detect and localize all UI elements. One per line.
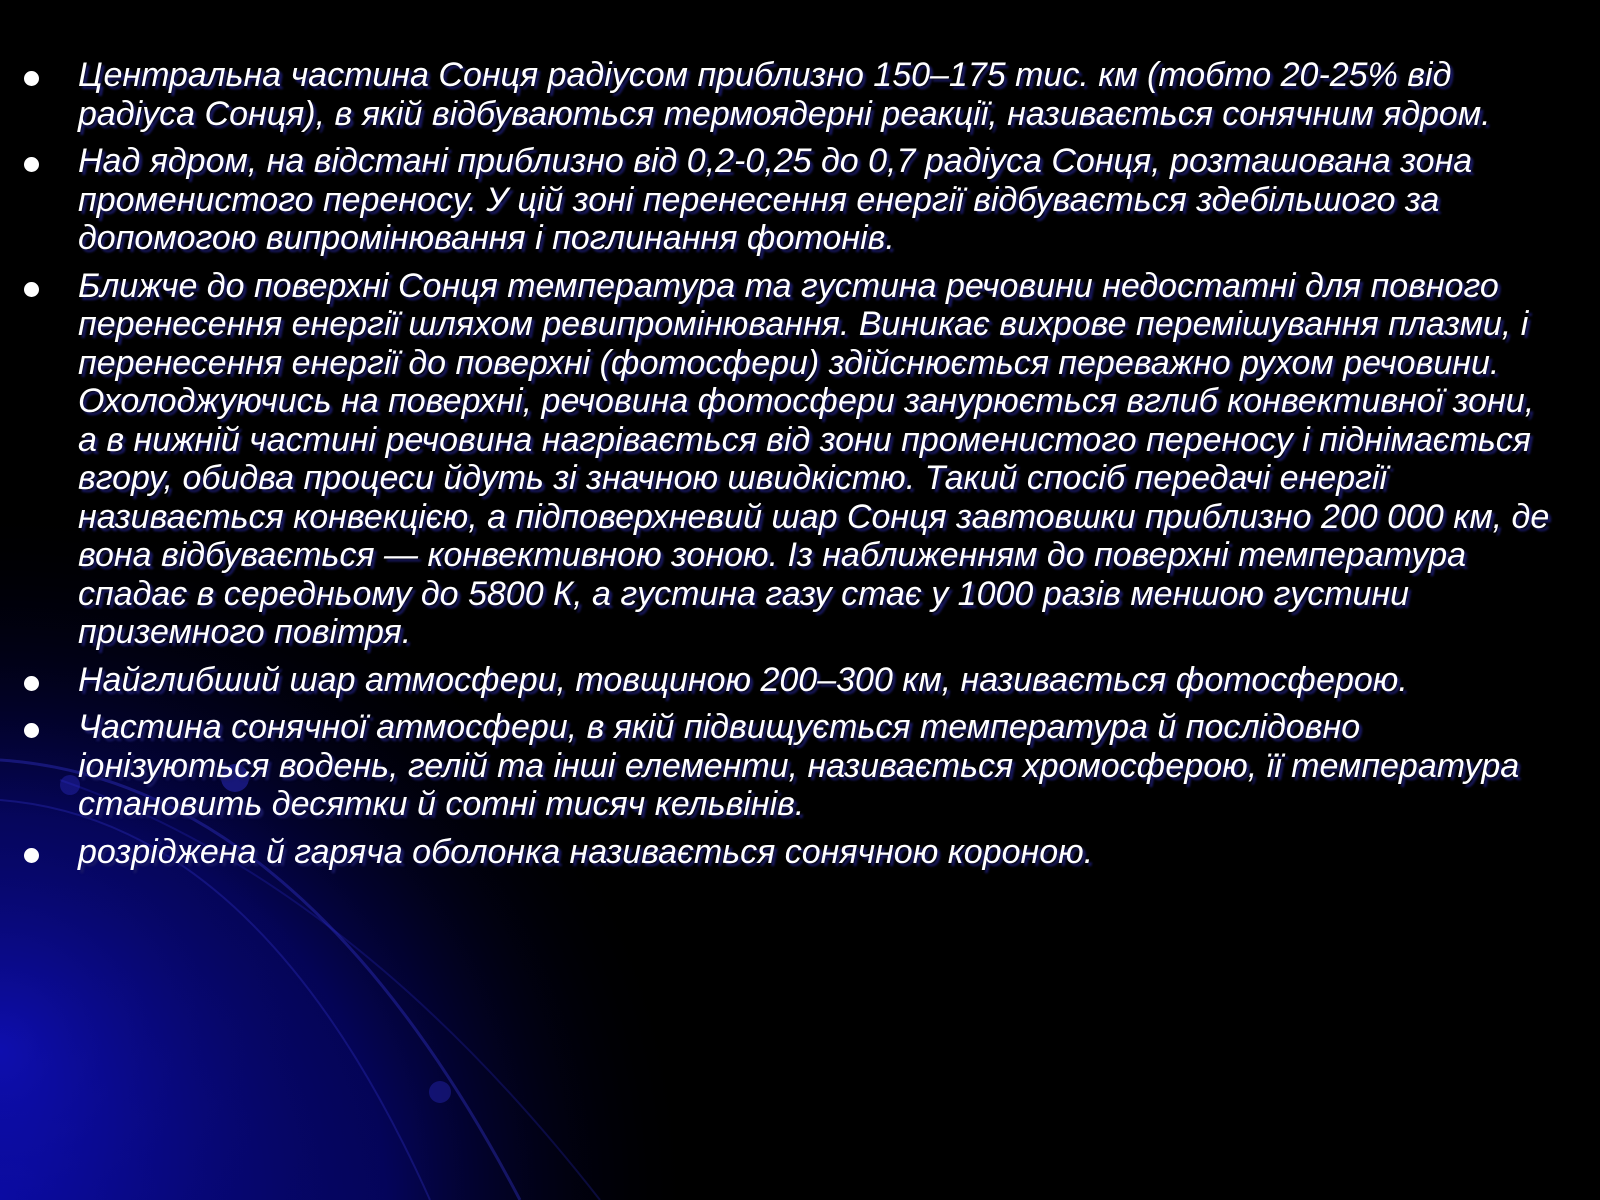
bullet-text: Ближче до поверхні Сонця температура та густина речовини недостатні для повного перенесення енергії шляхом ревипромінювання. Виникає вихрове перемішування плазми, і перенесення енергії до поверхні (фотосфери) здійснюється переважно рухом речовини. Охолоджуючись на поверхні, речовина фотосфери занурюється вглиб конвективної зони, а в нижній частині речовина нагрівається від зони променистого переносу і піднімається вгору, обидва процеси йдуть зі значною швидкістю. Такий спосіб передачі енергії називається конвекцією, а підповерхневий шар Сонця завтовшки приблизно 200 000 км, де вона відбувається — конвективною зоною. Із наближенням до поверхні температура спадає в середньому до 5800 К, а густина газу стає у 1000 разів меншою густини приземного повітря. [78, 266, 1550, 651]
bullet-item [20, 833, 1560, 872]
bullet-text: Частина сонячної атмосфери, в якій підвищується температура й послідовно іонізуються водень, гелій та інші елементи, називається хромосферою, її температура становить десятки й сотні тисяч кельвінів. [78, 708, 1520, 823]
bullet-item [20, 661, 1560, 700]
bullet-text: Над ядром, на відстані приблизно від 0,2-0,25 до 0,7 радіуса Сонця, розташована зона променистого переносу. У цій зоні перенесення енергії відбувається здебільшого за допомогою випромінювання і поглинання фотонів. [78, 142, 1473, 257]
bullet-item [20, 142, 1560, 258]
circle-bullet-icon [24, 282, 39, 297]
bullet-list [20, 56, 1560, 880]
circle-bullet-icon [24, 723, 39, 738]
bullet-item [20, 267, 1560, 652]
bullet-text: Центральна частина Сонця радіусом приблизно 150–175 тис. км (тобто 20-25% від радіуса Сонця), в якій відбуваються термоядерні реакції, називається сонячним ядром. [78, 56, 1491, 133]
bullet-text: розріджена й гаряча оболонка називається сонячною короною. [78, 832, 1094, 871]
bullet-item [20, 708, 1560, 824]
circle-bullet-icon [24, 157, 39, 172]
circle-bullet-icon [24, 71, 39, 86]
bullet-item [20, 56, 1560, 133]
bullet-text: Найглибший шар атмосфери, товщиною 200–300 км, називається фотосферою. [78, 660, 1408, 699]
circle-bullet-icon [24, 848, 39, 863]
circle-bullet-icon [24, 676, 39, 691]
